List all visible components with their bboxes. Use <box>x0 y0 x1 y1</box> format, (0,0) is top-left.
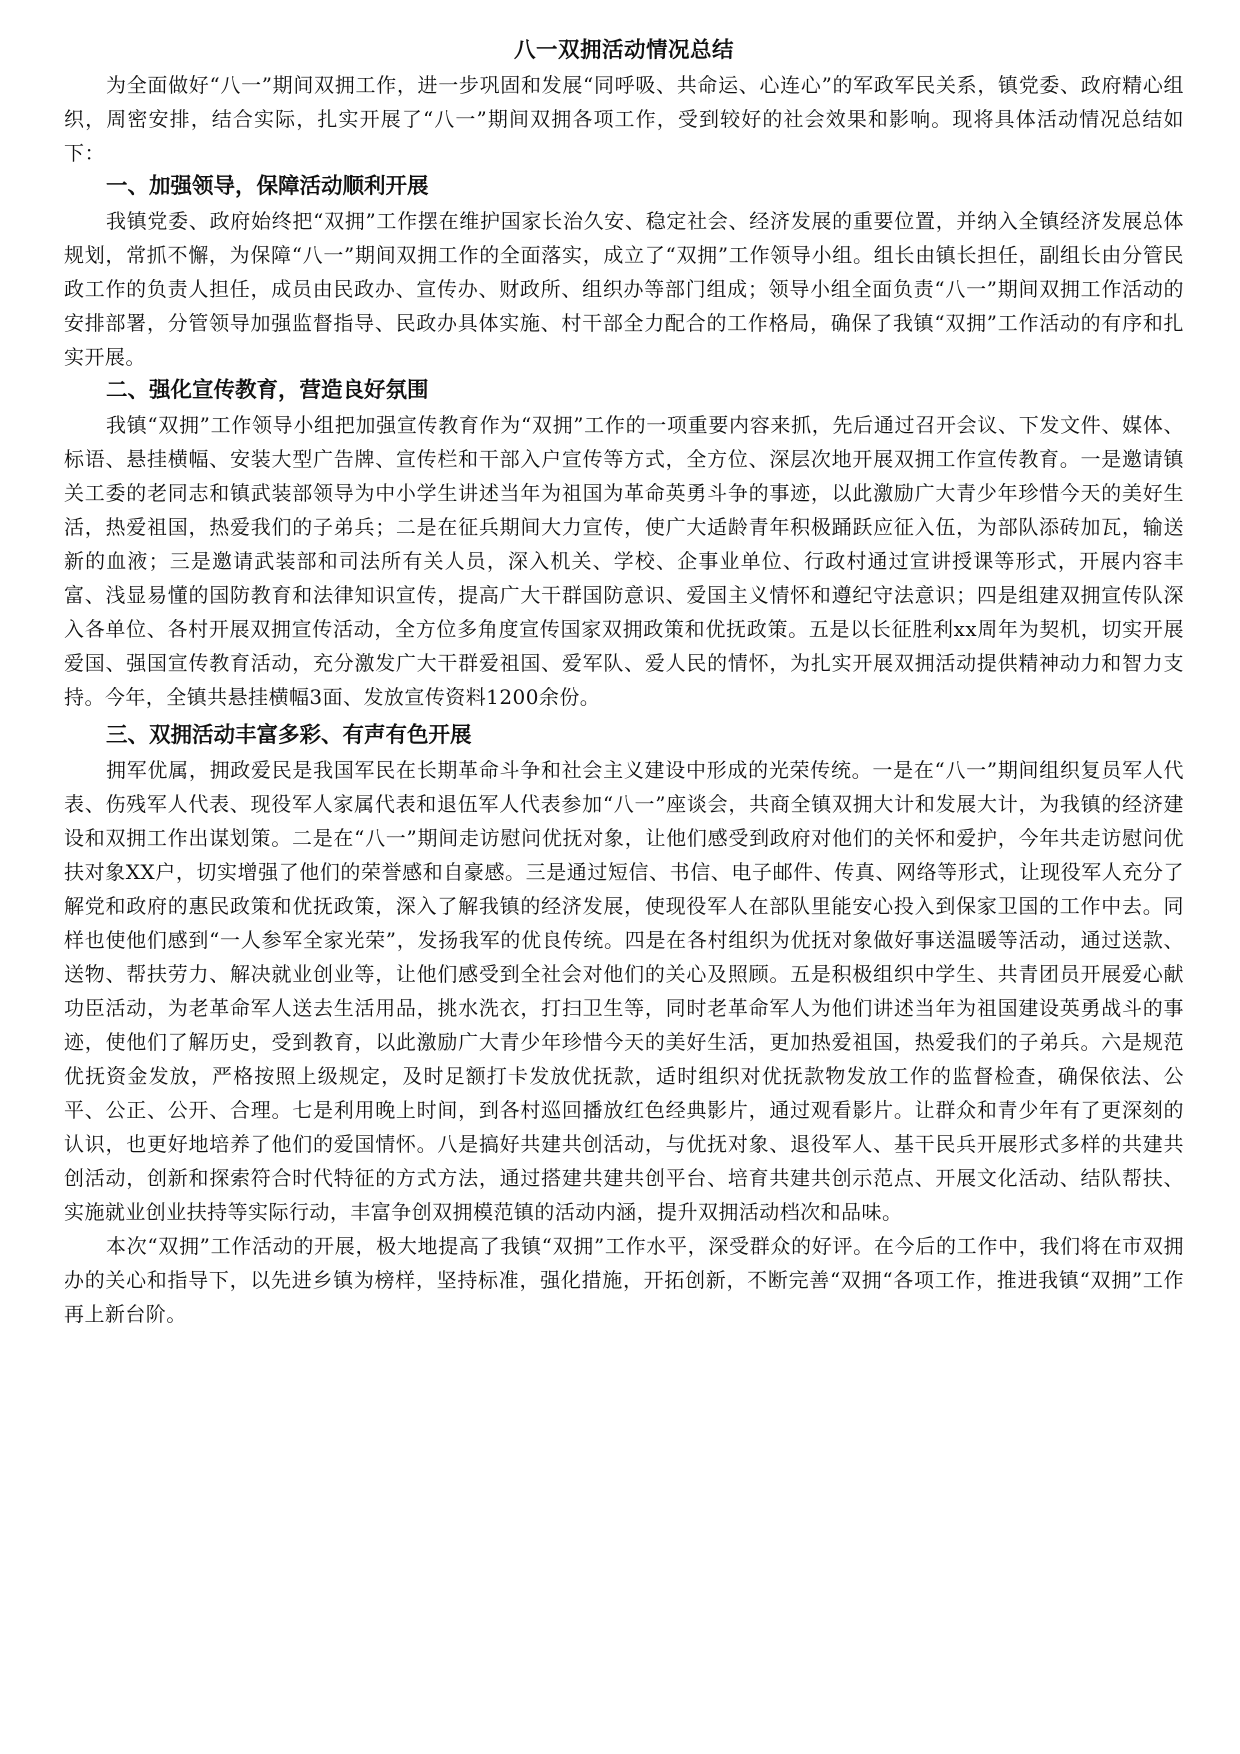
section-1-heading: 一、加强领导，保障活动顺利开展 <box>106 174 429 199</box>
section-3-body: 拥军优属，拥政爱民是我国军民在长期革命斗争和社会主义建设中形成的光荣传统。一是在“八一”期间组织复员军人代表、伤残军人代表、现役军人家属代表和退伍军人代表参加“八一”座谈会，共商全镇双拥大计和发展大计，为我镇的经济建设和双拥工作出谋划策。二是在“八一”期间走访慰问优抚对象，让他们感受到政府对他们的关怀和爱护，今年共走访慰问优扶对象XX户，切实增强了他们的荣誉感和自豪感。三是通过短信、书信、电子邮件、传真、网络等形式，让现役军人充分了解党和政府的惠民政策和优抚政策，深入了解我镇的经济发展，使现役军人在部队里能安心投入到保家卫国的工作中去。同样也使他们感到“一人参军全家光荣”，发扬我军的优良传统。四是在各村组织为优抚对象做好事送温暖等活动，通过送款、送物、帮扶劳力、解决就业创业等，让他们感受到全社会对他们的关心及照顾。五是积极组织中学生、共青团员开展爱心献功臣活动，为老革命军人送去生活用品，挑水洗衣，打扫卫生等，同时老革命军人为他们讲述当年为祖国建设英勇战斗的事迹，使他们了解历史，受到教育，以此激励广大青少年珍惜今天的美好生活，更加热爱祖国，热爱我们的子弟兵。六是规范优抚资金发放，严格按照上级规定，及时足额打卡发放优抚款，适时组织对优抚款物发放工作的监督检查，确保依法、公平、公正、公开、合理。七是利用晚上时间，到各村巡回播放红色经典影片，通过观看影片。让群众和青少年有了更深刻的认识，也更好地培养了他们的爱国情怀。八是搞好共建共创活动，与优抚对象、退役军人、基干民兵开展形式多样的共建共创活动，创新和探索符合时代特征的方式方法，通过搭建共建共创平台、培育共建共创示范点、开展文化活动、结队帮扶、实施就业创业扶持等实际行动，丰富争创双拥模范镇的活动内涵，提升双拥活动档次和品味。 <box>64 758 1184 1224</box>
section-3-heading: 三、双拥活动丰富多彩、有声有色开展 <box>106 723 472 748</box>
section-2-heading: 二、强化宣传教育，营造良好氛围 <box>106 378 429 403</box>
section-2-body: 我镇“双拥”工作领导小组把加强宣传教育作为“双拥”工作的一项重要内容来抓，先后通过召开会议、下发文件、媒体、标语、悬挂横幅、安装大型广告牌、宣传栏和干部入户宣传等方式，全方位、深层次地开展双拥工作宣传教育。一是邀请镇关工委的老同志和镇武装部领导为中小学生讲述当年为祖国为革命英勇斗争的事迹，以此激励广大青少年珍惜今天的美好生活，热爱祖国，热爱我们的子弟兵；二是在征兵期间大力宣传，使广大适龄青年积极踊跃应征入伍，为部队添砖加瓦，输送新的血液；三是邀请武装部和司法所有关人员，深入机关、学校、企事业单位、行政村通过宣讲授课等形式，开展内容丰富、浅显易懂的国防教育和法律知识宣传，提高广大干群国防意识、爱国主义情怀和遵纪守法意识；四是组建双拥宣传队深入各单位、各村开展双拥宣传活动，全方位多角度宣传国家双拥政策和优抚政策。五是以长征胜利xx周年为契机，切实开展爱国、强国宣传教育活动，充分激发广大干群爱祖国、爱军队、爱人民的情怀，为扎实开展双拥活动提供精神动力和智力支持。今年，全镇共悬挂横幅3面、发放宣传资料1200余份。 <box>64 413 1184 709</box>
intro-paragraph: 为全面做好“八一”期间双拥工作，进一步巩固和发展“同呼吸、共命运、心连心”的军政军民关系，镇党委、政府精心组织，周密安排，结合实际，扎实开展了“八一”期间双拥各项工作，受到较好的社会效果和影响。现将具体活动情况总结如下： <box>64 73 1184 165</box>
section-1-body: 我镇党委、政府始终把“双拥”工作摆在维护国家长治久安、稳定社会、经济发展的重要位置，并纳入全镇经济发展总体规划，常抓不懈，为保障“八一”期间双拥工作的全面落实，成立了“双拥”工作领导小组。组长由镇长担任，副组长由分管民政工作的负责人担任，成员由民政办、宣传办、财政所、组织办等部门组成；领导小组全面负责“八一”期间双拥工作活动的安排部署，分管领导加强监督指导、民政办具体实施、村干部全力配合的工作格局，确保了我镇“双拥”工作活动的有序和扎实开展。 <box>64 209 1184 369</box>
closing-paragraph: 本次“双拥”工作活动的开展，极大地提高了我镇“双拥”工作水平，深受群众的好评。在今后的工作中，我们将在市双拥办的关心和指导下，以先进乡镇为榜样，坚持标准，强化措施，开拓创新，不断完善“双拥“各项工作，推进我镇“双拥”工作再上新台阶。 <box>64 1234 1184 1326</box>
document-title: 八一双拥活动情况总结 <box>513 38 734 63</box>
